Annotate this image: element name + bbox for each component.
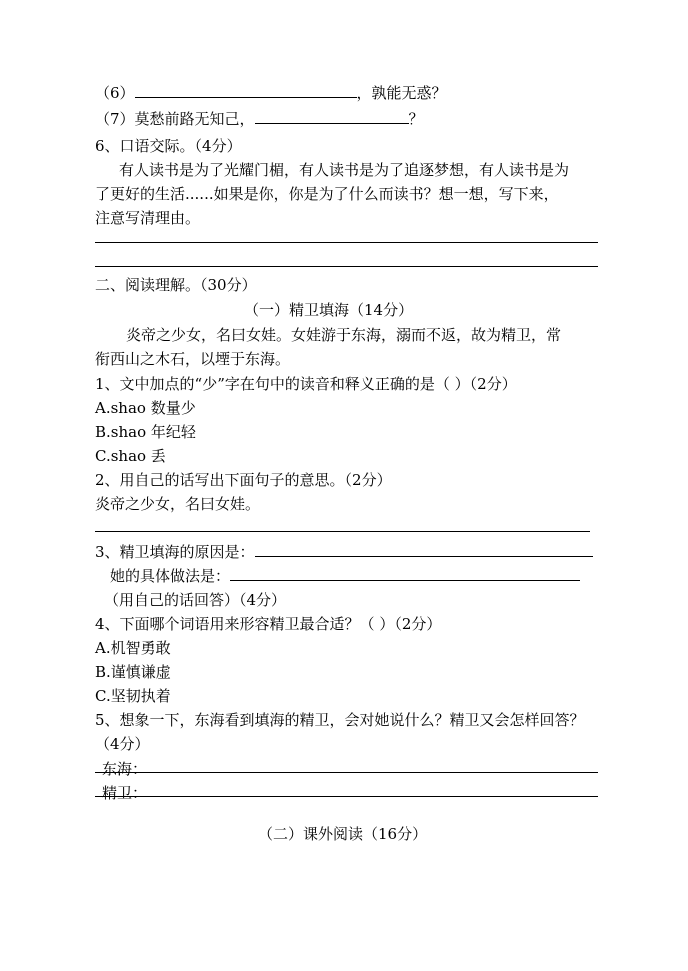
passage-line-2: 衔西山之木石，以堙于东海。 [95,350,291,368]
q6-suffix: ，孰能无惑？ [356,84,447,102]
q5-east-label: 东海： [102,760,148,778]
q1-option-b[interactable]: B.shao 年纪轻 [95,423,196,441]
q4-option-c[interactable]: C.坚韧执着 [95,687,171,705]
question-5-line-2: （4分） [95,735,150,753]
section-heading-reading: 二、阅读理解。（30分） [95,276,257,294]
q5-jingwei-answer-line[interactable] [95,796,598,797]
question-5-line-1: 5、想象一下，东海看到填海的精卫，会对她说什么？精卫又会怎样回答？ [95,711,585,729]
q3-reason-row [95,541,593,562]
oral-answer-line-1[interactable] [95,242,598,243]
q6-line [95,82,447,103]
oral-paragraph-line-2: 了更好的生活......如果是你，你是为了什么而读书？想一想，写下来， [95,185,559,203]
passage1-title: （一）精卫填海（14分） [244,301,414,319]
q6-answer-blank[interactable] [135,83,357,98]
q7-answer-blank[interactable] [255,109,409,124]
q4-option-a[interactable]: A.机智勇敢 [95,639,171,657]
q4-option-b[interactable]: B.谨慎谦虚 [95,663,171,681]
q3-action-blank[interactable] [230,566,580,581]
question-1: 1、文中加点的“少”字在句中的读音和释义正确的是（ ）（2分） [95,375,517,393]
q6-prefix: （6） [95,84,135,102]
q7-suffix: ？ [408,110,424,128]
q3-note: （用自己的话回答）（4分） [104,591,287,609]
q2-answer-line[interactable] [95,531,590,532]
question-2: 2、用自己的话写出下面句子的意思。（2分） [95,471,392,489]
oral-paragraph-line-3: 注意写清理由。 [95,209,201,227]
passage-line-1: 炎帝之少女，名曰女娃。女娃游于东海，溺而不返，故为精卫，常 [126,326,562,344]
q2-sentence: 炎帝之少女，名曰女娃。 [95,495,261,513]
q3-action-label: 她的具体做法是： [110,567,231,585]
q1-option-c[interactable]: C.shao 丢 [95,447,166,465]
q3-reason-label: 3、精卫填海的原因是： [95,543,255,561]
passage2-title: （二）课外阅读（16分） [258,825,428,843]
oral-paragraph-line-1: 有人读书是为了光耀门楣，有人读书是为了追逐梦想，有人读书是为 [119,161,570,179]
q7-prefix: （7）莫愁前路无知己， [95,110,255,128]
question-4: 4、下面哪个词语用来形容精卫最合适？（ ）（2分） [95,615,442,633]
q3-action-row [110,565,580,586]
q5-jingwei-label: 精卫： [102,784,148,802]
q7-line [95,108,424,129]
oral-heading: 6、口语交际。（4分） [95,137,242,155]
q5-east-answer-line[interactable] [95,772,598,773]
q1-option-a[interactable]: A.shao 数量少 [95,399,196,417]
q3-reason-blank[interactable] [255,542,593,557]
oral-answer-line-2[interactable] [95,266,598,267]
